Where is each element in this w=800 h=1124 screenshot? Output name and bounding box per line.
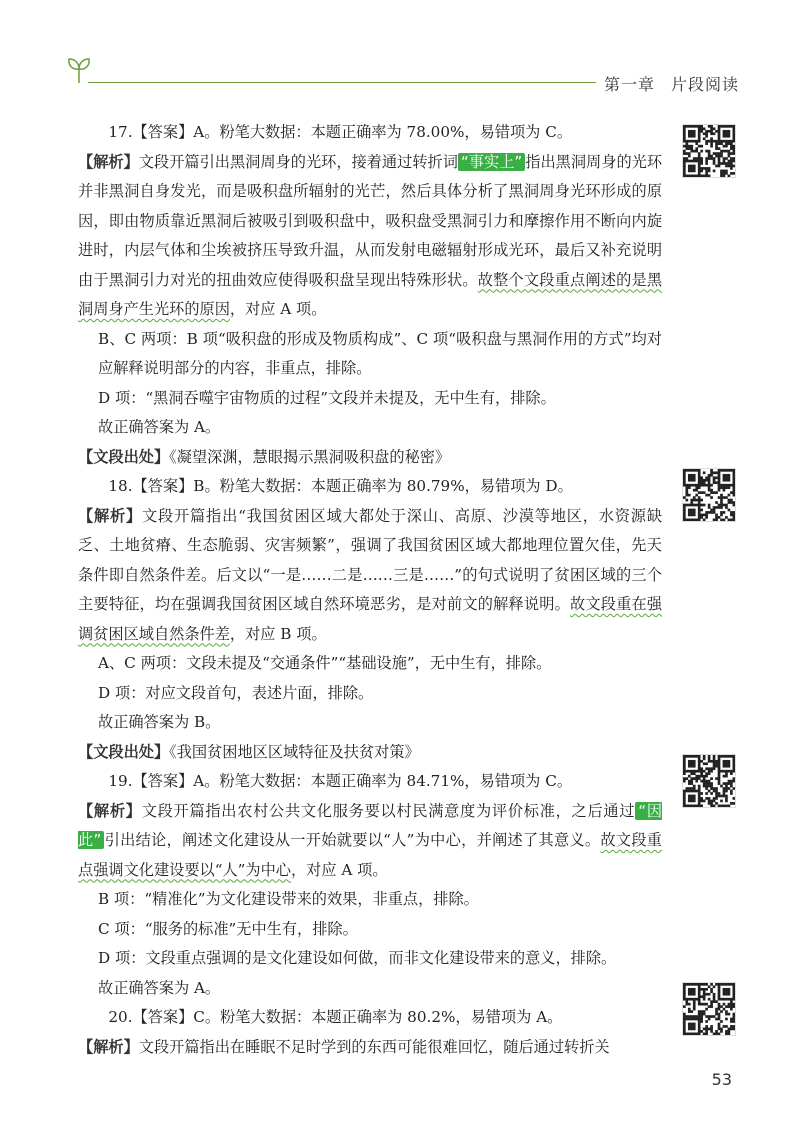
analysis-tag: 【解析】	[78, 152, 139, 171]
q17-analysis-text: 指出黑洞周身的光环并非黑洞自身发光，而是吸积盘所辐射的光芒，然后具体分析了黑洞周身光环形成的原因，即由物质靠近黑洞后被吸引到吸积盘中，吸积盘受黑洞引力和摩擦作用不断向内旋进时，内层气体和尘埃被挤压导致升温，从而发射电磁辐射形成光环，最后又补充说明由于黑洞引力对光的扭曲效应使得吸积盘呈现出特殊形状。	[78, 152, 663, 289]
keyword-highlight: “事实上”	[458, 153, 525, 171]
key-sentence-underline: 故整个文段重点阐述的是黑洞周身产生光环的原因	[78, 270, 663, 318]
chapter-number: 第一章	[604, 75, 656, 94]
q19-answer-line: 19.【答案】A。粉笔大数据：本题正确率为 84.71%，易错项为 C。	[108, 772, 573, 790]
analysis-tag: 【解析】	[78, 1037, 139, 1056]
q17-answer-line: 17.【答案】A。粉笔大数据：本题正确率为 78.00%，易错项为 C。	[108, 123, 573, 141]
q17-option-bc: B、C 两项：B 项“吸积盘的形成及物质构成”、C 项“吸积盘与黑洞作用的方式”均对应解释说明部分的内容，非重点，排除。	[98, 329, 662, 377]
q18-analysis	[78, 502, 662, 650]
source-title: 《凝望深渊，慧眼揭示黑洞吸积盘的秘密》	[169, 447, 451, 466]
keyword-highlight: “因此”	[78, 801, 663, 849]
q18-source	[78, 738, 662, 768]
qr-code-icon[interactable]	[682, 468, 736, 522]
qr-code-icon[interactable]	[682, 982, 736, 1036]
sprout-icon	[66, 56, 92, 84]
q19-option-c: C 项：“服务的标准”无中生有，排除。	[98, 919, 358, 938]
analysis-tag: 【解析】	[78, 801, 142, 820]
q17-option-d: D 项：“黑洞吞噬宇宙物质的过程”文段并未提及，无中生有，排除。	[98, 388, 556, 407]
q19-analysis-text: 引出结论，阐述文化建设从一开始就要以“人”为中心，并阐述了其意义。	[104, 831, 601, 849]
q19-option-b: B 项：“精准化”为文化建设带来的效果，非重点，排除。	[98, 890, 479, 908]
q17-correct: 故正确答案为 A。	[98, 418, 221, 436]
q18-analysis-text: 文段开篇指出“我国贫困区域大都处于深山、高原、沙漠等地区，水资源缺乏、土地贫瘠、生态脆弱、灾害频繁”，强调了我国贫困区域大都地理位置欠佳，先天条件即自然条件差。后文以“一是……二是……三是……”的句式说明了贫困区域的三个主要特征，均在强调我国贫困区域自然环境恶劣，是对前文的解释说明。	[78, 506, 663, 613]
q20-answer-line: 20.【答案】C。粉笔大数据：本题正确率为 80.2%，易错项为 A。	[108, 1008, 563, 1026]
page-header	[0, 0, 800, 100]
q19-analysis-text: 文段开篇指出农村公共文化服务要以村民满意度为评价标准，之后通过	[141, 801, 636, 820]
answer-explanations	[78, 118, 662, 1062]
q18-answer-line: 18.【答案】B。粉笔大数据：本题正确率为 80.79%，易错项为 D。	[108, 477, 573, 495]
q20-analysis-text: 文段开篇指出在睡眠不足时学到的东西可能很难回忆，随后通过转折关	[138, 1037, 610, 1056]
q18-analysis-text: ，对应 B 项。	[229, 624, 327, 643]
q18-correct: 故正确答案为 B。	[98, 713, 221, 731]
key-sentence-underline: 故文段重在强调贫困区域自然条件差	[78, 595, 663, 643]
q19-analysis-text: ，对应 A 项。	[290, 860, 388, 879]
source-tag: 【文段出处】	[78, 447, 170, 466]
source-tag: 【文段出处】	[78, 742, 170, 761]
page-number: 53	[711, 1070, 732, 1089]
source-title: 《我国贫困地区区域特征及扶贫对策》	[169, 742, 420, 761]
qr-code-icon[interactable]	[682, 754, 736, 808]
key-sentence-underline: 故文段重点强调文化建设要以“人”为中心	[78, 831, 662, 879]
q17-source	[78, 443, 662, 473]
header-rule	[88, 82, 596, 83]
q19-analysis	[78, 797, 662, 886]
chapter-title	[604, 72, 739, 95]
q20-analysis	[78, 1033, 662, 1063]
q19-correct: 故正确答案为 A。	[98, 978, 221, 997]
analysis-tag: 【解析】	[78, 506, 143, 525]
q18-option-d: D 项：对应文段首句，表述片面，排除。	[98, 683, 374, 702]
q18-option-ac: A、C 两项：文段未提及“交通条件”“基础设施”，无中生有，排除。	[98, 654, 552, 672]
q17-analysis	[78, 148, 662, 325]
q17-analysis-text: 文段开篇引出黑洞周身的光环，接着通过转折词	[138, 152, 458, 171]
q17-analysis-text: ，对应 A 项。	[229, 300, 327, 318]
section-name: 片段阅读	[671, 75, 740, 94]
q19-option-d: D 项：文段重点强调的是文化建设如何做，而非文化建设带来的意义，排除。	[98, 949, 617, 967]
qr-code-icon[interactable]	[682, 124, 736, 178]
